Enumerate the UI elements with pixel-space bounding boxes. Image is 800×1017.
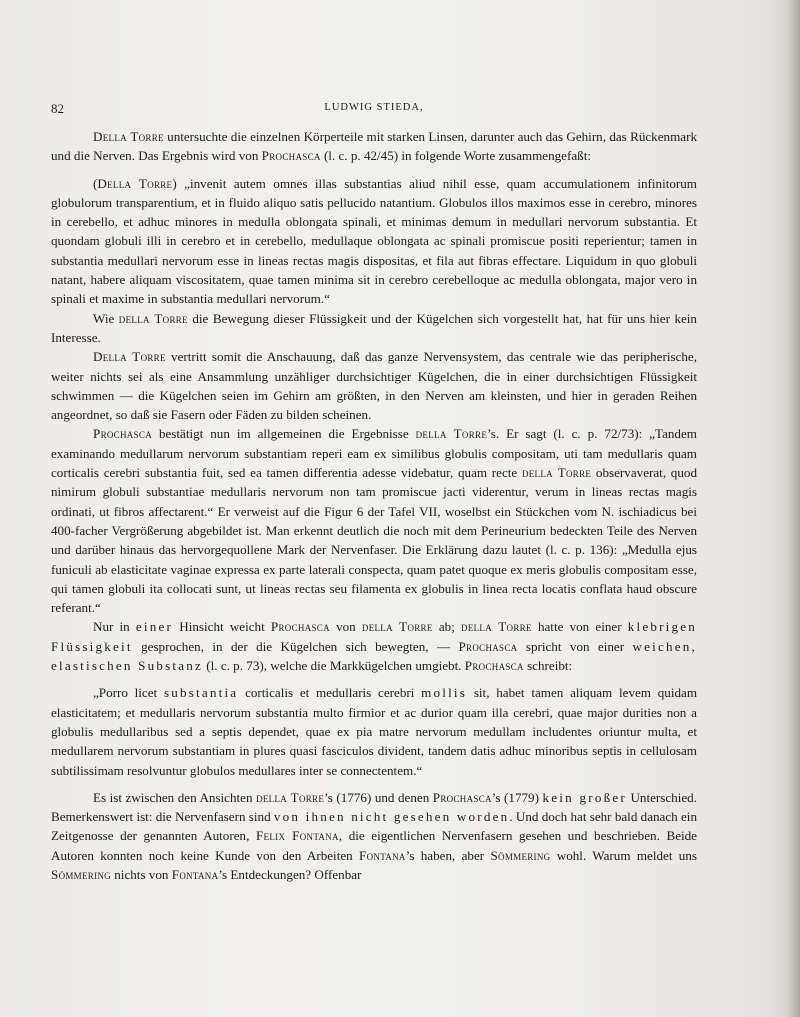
page-header [51, 101, 697, 119]
text-run: bestätigt nun im allgemeinen die Ergebnisse [152, 426, 416, 442]
paragraph-2-quote [51, 174, 697, 309]
text-run: nichts von [110, 866, 172, 882]
running-head: LUDWIG STIEDA, [324, 102, 424, 113]
paragraph-1 [51, 127, 697, 166]
text-run: spricht von einer [517, 638, 633, 654]
text-run: Nur in [93, 619, 136, 635]
spaced-emphasis: weichen, elastischen Substanz [51, 638, 698, 674]
text-run: corticalis et medullaris cerebri [238, 685, 422, 701]
text-run: Wie [93, 310, 119, 326]
author-name: Prochasca [432, 789, 492, 805]
author-name: Felix Fontana [255, 828, 339, 844]
author-name: Fontana [171, 866, 219, 882]
text-run: observaverat, quod nimirum globuli substantiae medullaris nervorum non tam promiscue jacti viderentur, verum in lineas rectas magis ordinati, ut fibros affectarent.“ Er verweist auf die Figur 6 der Tafel VII, woselbst ein Stückchen vom N. ischiadicus bei 400-facher Vergrößerung abgebildet ist. Man erkennt deutlich die noch mit dem Perineurium bedeckten Teile des Nerven und darüber hinaus das hervorgequollene Mark der Nervenfaser. Die Erklärung dazu lautet (l. c. p. 136): „Medulla ejus funiculi ab elasticitate vaginae expressa ex parte laterali conspecta, quam patet quoque ex meris globulis compositam esse, qui tamen globuli ita collocati sunt, ut lineas rectas seu filamenta ex globulis in linea recta locatis conflata haud obscure referant.“ [51, 465, 697, 616]
author-name: della Torre [361, 619, 433, 635]
paragraph-8 [51, 788, 697, 884]
text-run: schreibt: [523, 658, 573, 674]
text-run: ’s. Er sagt (l. c. p. 72/73): „Tandem examinando medullarum nervorum substantiam reperi eam ex similibus globulis compositam, uti tam medullaris quam corticalis cerebri substantia fuit, sed ea tamen differentia adesse videbatur, quam recte [51, 426, 697, 481]
author-name: della Torre [118, 310, 188, 326]
paragraph-5 [51, 424, 697, 617]
spaced-emphasis: einer [135, 619, 174, 635]
text-run: „Porro licet [93, 685, 164, 701]
text-run: sit, habet tamen aliquam levem quidam elasticitatem; et medullaris nervorum substantia multo firmior et ac durior quam illa cerebri, quae major durities non a globulis medullaribus sed a septis dependet, quae ex pia matre nervorum medullam includentes oriuntur multa, et medullarem nervorum substantiam in plures quasi fasciculos divident, tandem datis adhuc minoribus septis in cellulosam subtilissimam resolvuntur globulos medullares inter se connectentem.“ [51, 685, 698, 778]
author-name: Prochasca [270, 619, 330, 635]
author-name: Sömmering [51, 866, 111, 882]
text-run: (l. c. p. 42/45) in folgende Worte zusammengefaßt: [320, 148, 591, 164]
page-number: 82 [51, 101, 64, 116]
author-name: della Torre [521, 465, 592, 481]
text-run: von [329, 619, 362, 635]
text-run: untersuchte die einzelnen Körperteile mit starken Linsen, darunter auch das Gehirn, das Rückenmark und die Nerven. Das Ergebnis wird von [51, 129, 697, 164]
text-run: wohl. Warum meldet uns [550, 847, 697, 863]
paragraph-6 [51, 617, 697, 675]
text-run: ) „invenit autem omnes illas substantias aliud nihil esse, quam accumulationem infinitorum globulorum transparentium, et in fluido aliquo satis pellucido natantium. Globulos illos maximos esse in cerebro, minores in cerebello, et adhuc minores in medulla oblongata spinali, et minimas demum in medullari nervorum substantia. Et quondam globuli illi in cerebro et in cerebello, medullaque oblongata ac spinali promiscue positi reperientur; tamen in substantia medullari nervorum esse in lineas rectas magis dispositas, et fila aut fibras effectare. Liquidum in quo globuli natant, habere aliquam viscositatem, quae tamen minima sit in cerebro cerebelloque ac medulla oblongata, major vero in spinali et maxime in substantia medullari nervorum.“ [51, 175, 697, 307]
text-run: (l. c. p. 73), welche die Markkügelchen umgiebt. [203, 658, 465, 674]
text-run: . Und doch hat sehr bald danach ein Zeitgenosse der genannten Autoren, [51, 809, 697, 844]
text-run: vertritt somit die Anschauung, daß das ganze Nervensystem, das centrale wie das peripherische, weiter nichts sei als eine Ansammlung unzähliger durchsichtiger Kügelchen, die in einer durchsichtigen Flüssigkeit schwimmen — die Kügelchen seien im Gehirn am größten, in den Nerven am kleinsten, und hier in geraden Reihen angeordnet, so daß sie Fasern oder Fäden zu bilden scheinen. [51, 349, 697, 423]
text-run: ’s (1779) [491, 789, 543, 805]
author-name: Della Torre [93, 129, 164, 144]
author-name: della Torre [415, 426, 488, 442]
author-name: Prochasca [93, 426, 152, 442]
text-run: ( [93, 175, 98, 191]
author-name: Prochasca [261, 148, 321, 164]
text-run: Es ist zwischen den Ansichten [93, 789, 257, 805]
text-run: ’s (1776) und denen [324, 789, 433, 805]
text-run: gesprochen, in der die Kügelchen sich bewegten, — [132, 638, 459, 654]
text-run: Hinsicht weicht [173, 619, 271, 635]
spaced-emphasis: kein großer [542, 789, 627, 805]
body-text [51, 127, 697, 884]
author-name: della Torre [461, 619, 532, 635]
text-run: , die eigentlichen Nervenfasern gesehen und beschrieben. Beide Autoren konnten noch keine Kunde von den Arbeiten [51, 828, 697, 863]
author-name: della Torre [256, 789, 325, 805]
page-edge-shadow [786, 0, 800, 1017]
paragraph-3 [51, 309, 697, 348]
spaced-emphasis: substantia [163, 685, 239, 701]
text-run: ’s haben, aber [405, 847, 491, 863]
text-run: ’s Entdeckungen? Offenbar [218, 866, 362, 882]
text-run: die Bewegung dieser Flüssigkeit und der Kügelchen sich vorgestellt hat, hat für uns hier kein Interesse. [51, 310, 697, 345]
author-name: Prochasca [458, 638, 518, 654]
spaced-emphasis: mollis [421, 685, 468, 701]
text-run: ab; [432, 619, 462, 635]
spaced-emphasis: klebrigen Flüssigkeit [51, 619, 697, 654]
author-name: Della Torre [93, 349, 166, 365]
text-run: hatte von einer [531, 619, 628, 635]
author-name: Prochasca [464, 658, 524, 674]
paragraph-7-quote [51, 683, 697, 779]
text-run: Unterschied. Bemerkenswert ist: die Nervenfasern sind [51, 789, 697, 825]
author-name: Fontana [359, 847, 406, 863]
paragraph-4 [51, 347, 697, 424]
author-name: Sömmering [490, 847, 551, 863]
spaced-emphasis: von ihnen nicht gesehen worden [273, 809, 510, 825]
author-name: Della Torre [97, 175, 173, 191]
